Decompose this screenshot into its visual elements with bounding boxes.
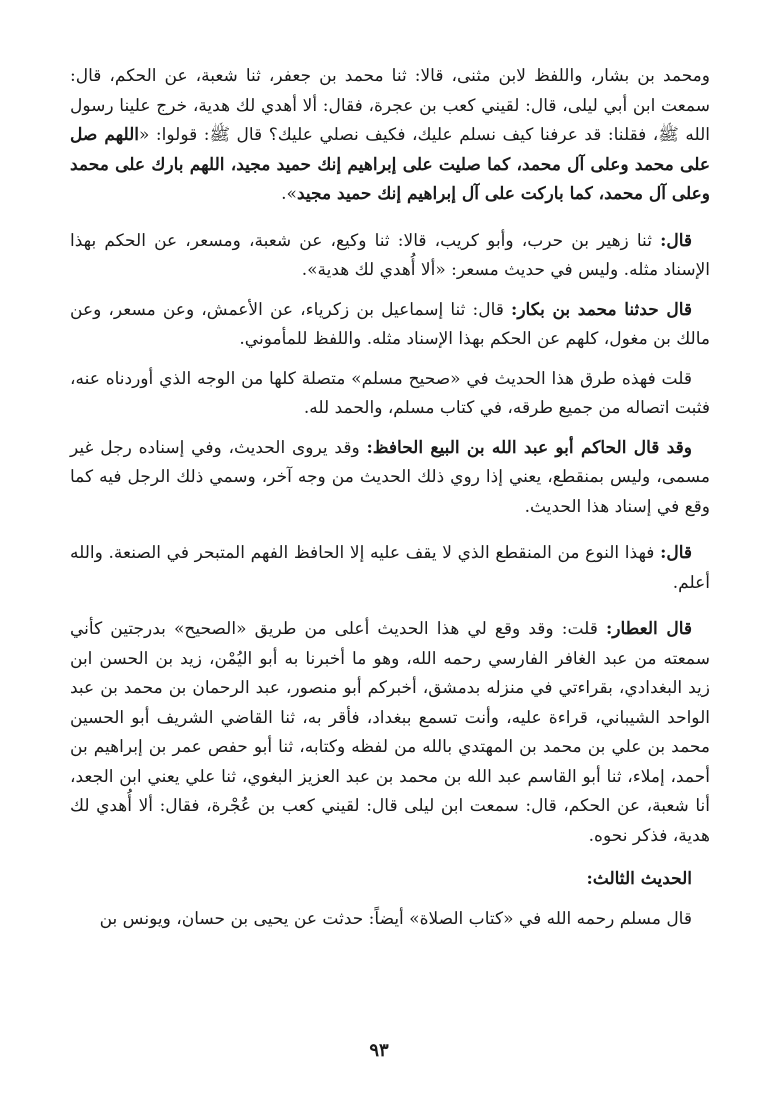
paragraph-text: ومحمد بن بشار، واللفظ لابن مثنى، قالا: ثنا محمد بن جعفر، ثنا شعبة، عن الحكم، قال: سمعت ابن أبي ليلى، قال: لقيني كعب بن عجرة، فقال: ألا أهدي لك هدية، خرج علينا رسول الله ﷺ، فقلنا: قد عرفنا كيف نسلم عليك، فكيف نصلي عليك؟ قال ﷺ: قولوا: « (70, 66, 710, 145)
paragraph-lead: قال: (660, 230, 692, 251)
paragraph-text: ». (281, 184, 297, 204)
paragraph-qal-2 (70, 539, 710, 598)
paragraph-text: فهذا النوع من المنقطع الذي لا يقف عليه إلا الحافظ الفهم المتبحر في الصنعة. والله أعلم. (70, 543, 710, 593)
paragraph-lead: قال: (660, 543, 692, 563)
paragraph-text: ثنا زهير بن حرب، وأبو كريب، قالا: ثنا وكيع، عن شعبة، ومسعر، عن الحكم بهذا الإسناد مثله. وليس في حديث مسعر: «ألا أُهدي لك هدية». (70, 230, 710, 280)
paragraph-author-note (70, 365, 710, 424)
paragraph-lead: قال العطار: (606, 619, 693, 639)
page-body (70, 62, 710, 934)
paragraph-lead: قال حدثنا محمد بن بكار: (511, 299, 692, 320)
paragraph-lead: وقد قال الحاكم أبو عبد الله بن البيع الحافظ: (366, 437, 692, 458)
paragraph-text: وقد يروى الحديث، وفي إسناده رجل غير مسمى، وليس بمنقطع، يعني إذا روي ذلك الحديث من وجه آخر، وسمي ذلك الرجل فيه كما وقع في إسناد هذا الحديث. (70, 437, 710, 517)
paragraph-text: قال: ثنا إسماعيل بن زكرياء، عن الأعمش، وعن مسعر، وعن مالك بن مغول، كلهم عن الحكم بهذا الإسناد مثله. واللفظ للمأموني. (70, 299, 710, 349)
prophetic-supplication: اللهم صل على محمد وعلى آل محمد، كما صليت على إبراهيم إنك حميد مجيد، اللهم بارك على محمد وعلى آل محمد، كما باركت على آل إبراهيم إنك حميد مجيد (70, 125, 710, 204)
paragraph-third-hadith (70, 905, 710, 935)
paragraph-text: قلت: وقد وقع لي هذا الحديث أعلى من طريق «الصحيح» بدرجتين كأني سمعته من عبد الغافر الفارسي رحمه الله، وهو ما أخبرنا به أبو اليُمْن، زيد بن الحسن ابن زيد البغدادي، بقراءتي في منزله بدمشق، أخبركم أبو منصور، عبد الرحمان بن محمد بن عبد الواحد الشيباني، قراءة عليه، وأنت تسمع ببغداد، فأقر به، ثنا القاضي الشريف أبو الحسين محمد بن علي بن محمد بن المهتدي بالله من لفظه وكتابه، ثنا أبو حفص عمر بن إبراهيم بن أحمد، إملاء، ثنا أبو القاسم عبد الله بن محمد بن عبد العزيز البغوي، ثنا علي يعني ابن الجعد، أنا شعبة، عن الحكم، قال: سمعت ابن ليلى قال: لقيني كعب بن عُجْرة، فقال: ألا أُهدي لك هدية، فذكر نحوه. (70, 619, 710, 846)
paragraph-qal-1 (70, 227, 710, 286)
paragraph-text: قال مسلم رحمه الله في «كتاب الصلاة» أيضاً: حدثت عن يحيى بن حسان، ويونس بن (99, 908, 692, 929)
paragraph-text: قلت فهذه طرق هذا الحديث في «صحيح مسلم» متصلة كلها من الوجه الذي أوردناه عنه، فثبت اتصاله من جميع طرقه، في كتاب مسلم، والحمد لله. (70, 368, 710, 418)
paragraph-al-hakim (70, 434, 710, 523)
paragraph-hadith-text (70, 62, 710, 210)
section-heading: الحديث الثالث: (586, 869, 692, 889)
paragraph-ibn-bakkar (70, 296, 710, 355)
page-number: ٩٣ (369, 1040, 389, 1061)
paragraph-al-attar (70, 615, 710, 851)
